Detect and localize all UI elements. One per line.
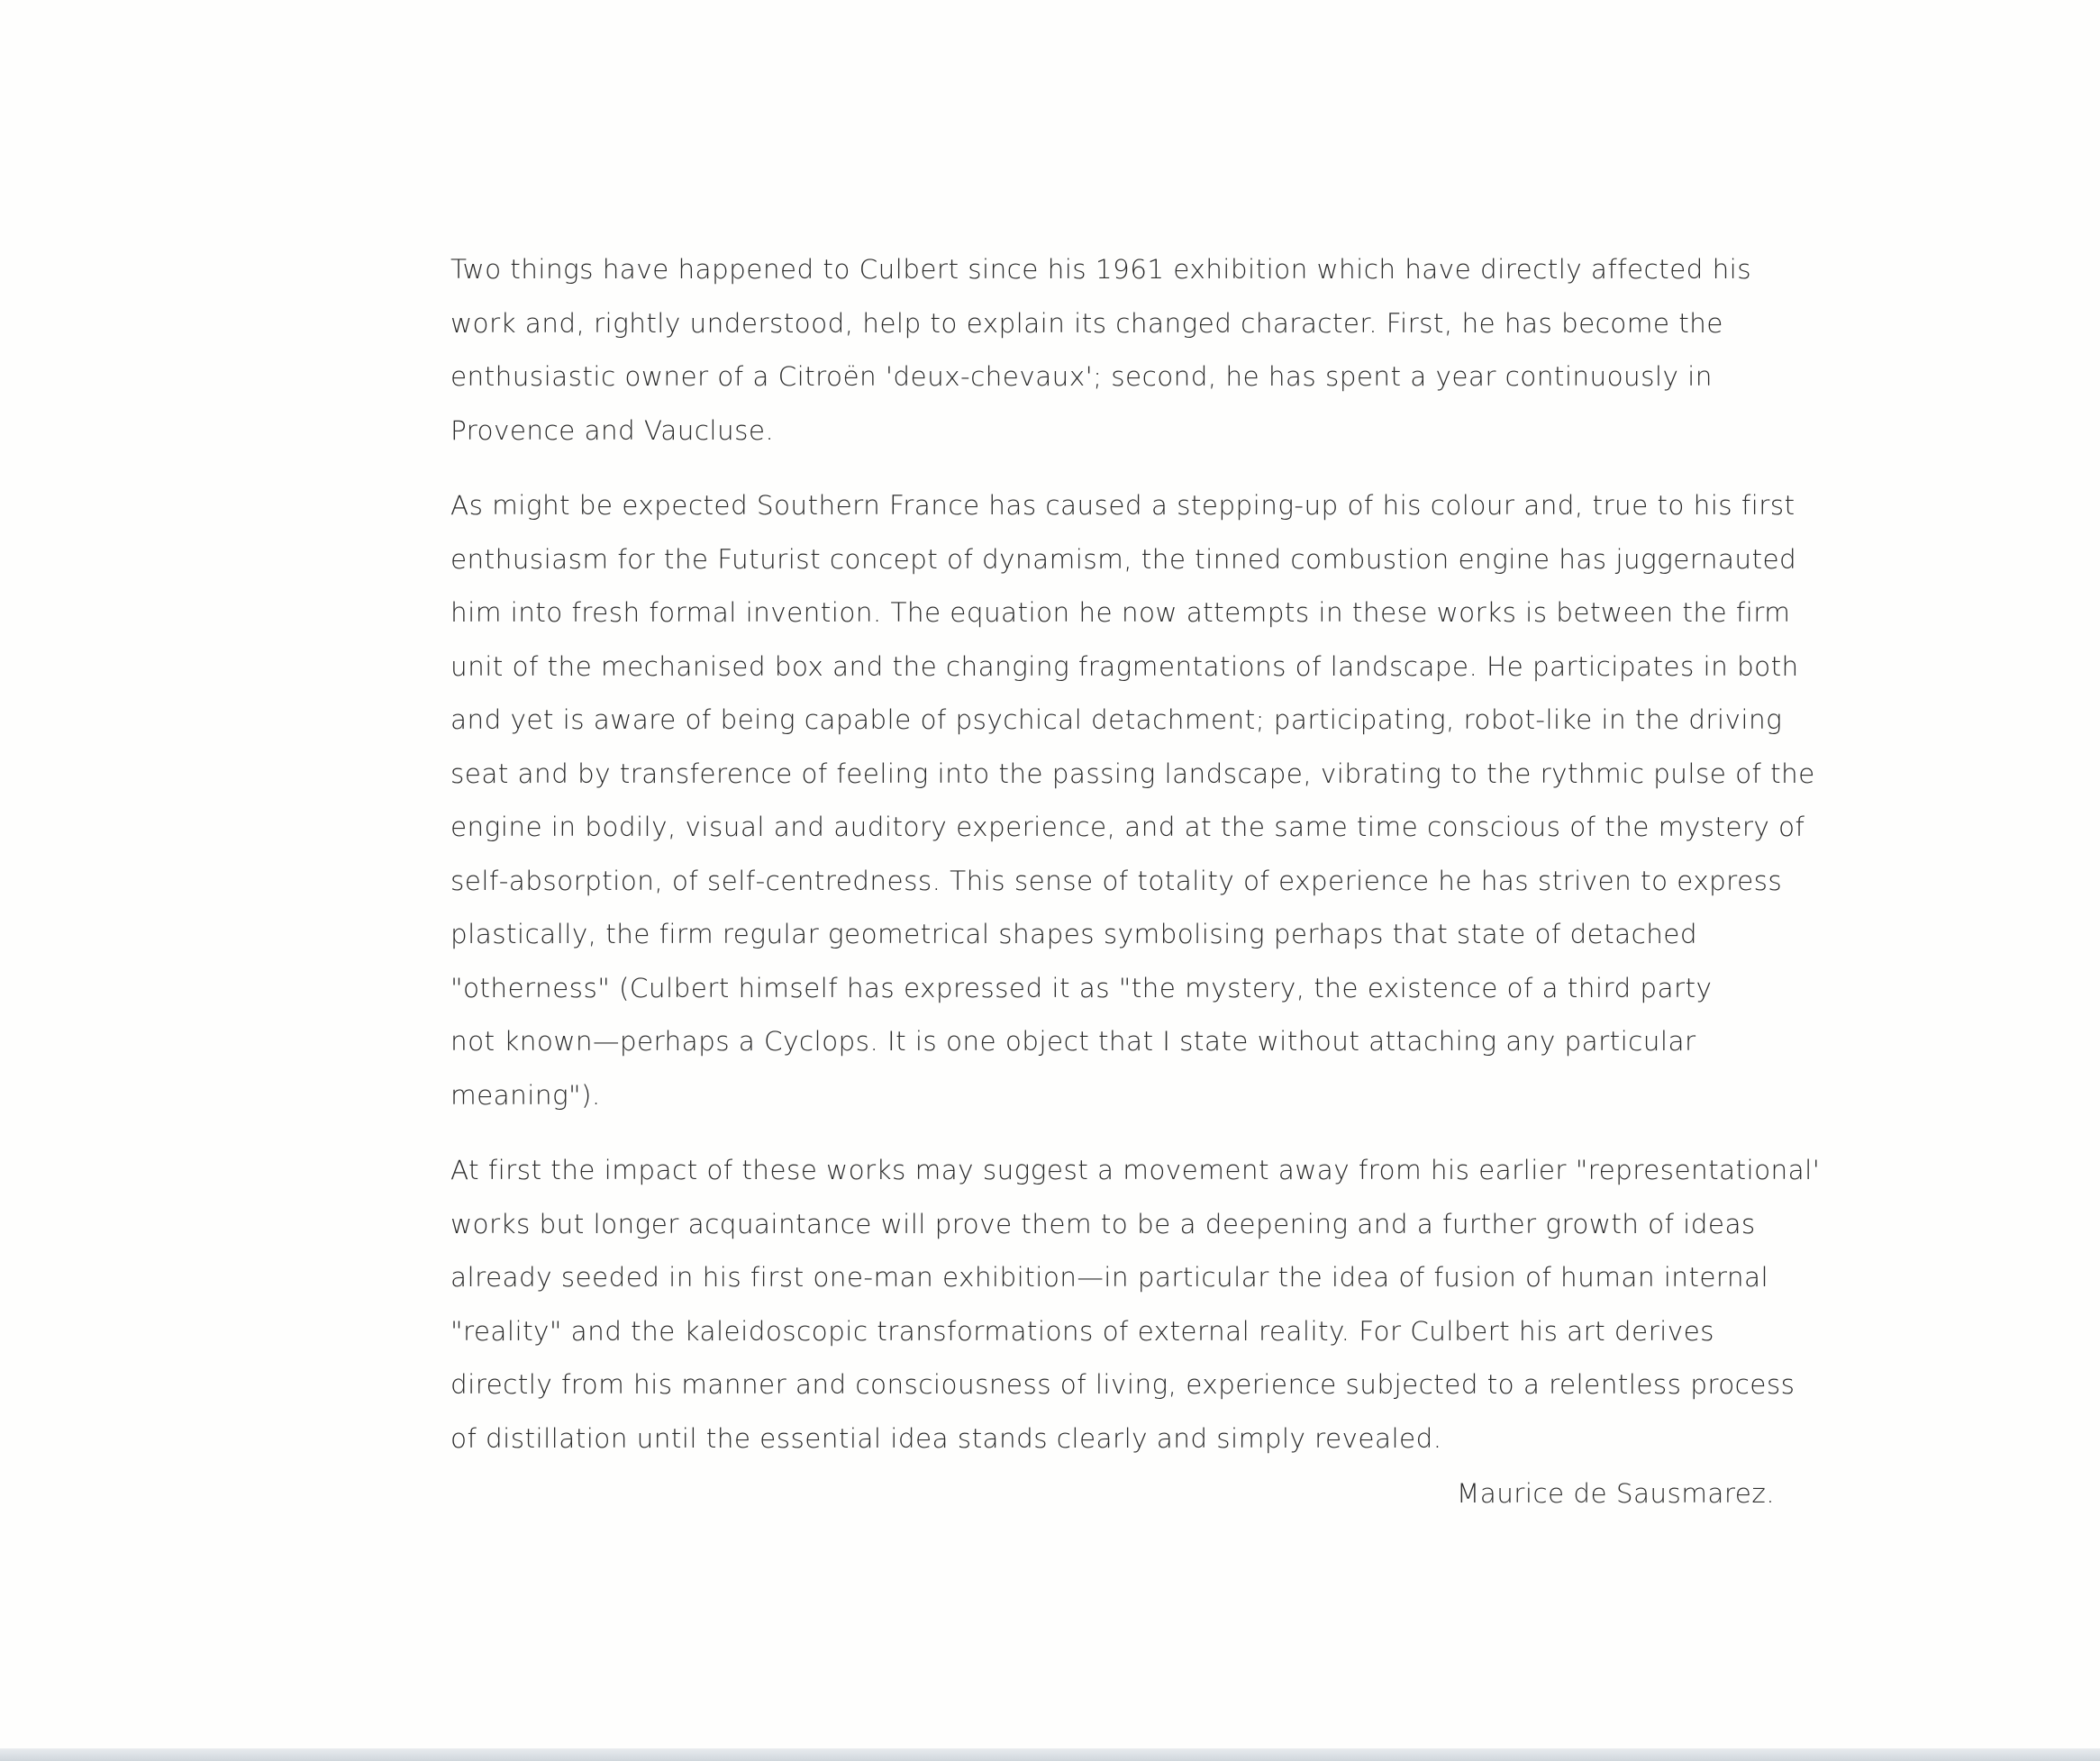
text-line: not known—perhaps a Cyclops. It is one object that I state without attaching any particular <box>450 1026 1696 1057</box>
text-line: engine in bodily, visual and auditory experience, and at the same time conscious of the mystery of <box>450 812 1805 842</box>
text-line: At first the impact of these works may suggest a movement away from his earlier "representational' <box>450 1155 1821 1185</box>
paragraph-1 <box>450 243 1820 458</box>
author-signature: Maurice de Sausmarez. <box>1456 1478 1775 1509</box>
text-line: Two things have happened to Culbert since his 1961 exhibition which have directly affected his <box>450 254 1752 285</box>
paragraph-3 <box>450 1144 1820 1466</box>
text-line: meaning"). <box>450 1079 601 1111</box>
text-line: plastically, the firm regular geometrical shapes symbolising perhaps that state of detached <box>450 919 1697 949</box>
article-body <box>450 243 1820 1487</box>
text-line: "reality" and the kaleidoscopic transformations of external reality. For Culbert his art derives <box>450 1315 1714 1347</box>
paragraph-2 <box>450 479 1820 1122</box>
text-line: "otherness" (Culbert himself has expressed it as "the mystery, the existence of a third party <box>450 972 1713 1003</box>
text-line: As might be expected Southern France has caused a stepping-up of his colour and, true to his first <box>450 490 1795 521</box>
text-line: him into fresh formal invention. The equation he now attempts in these works is between the firm <box>450 597 1791 628</box>
text-line: work and, rightly understood, help to explain its changed character. First, he has become the <box>450 307 1723 339</box>
text-line: unit of the mechanised box and the changing fragmentations of landscape. He participates in both <box>450 650 1799 682</box>
text-line: already seeded in his first one-man exhibition—in particular the idea of fusion of human internal <box>450 1262 1769 1293</box>
text-line: self-absorption, of self-centredness. This sense of totality of experience he has striven to express <box>450 865 1783 896</box>
text-line: directly from his manner and consciousness of living, experience subjected to a relentless process <box>450 1369 1795 1400</box>
text-line: enthusiasm for the Futurist concept of dynamism, the tinned combustion engine has juggernauted <box>450 543 1797 575</box>
text-line: and yet is aware of being capable of psychical detachment; participating, robot-like in the driving <box>450 704 1783 735</box>
page-bottom-edge <box>0 1748 2100 1761</box>
text-line: seat and by transference of feeling into the passing landscape, vibrating to the rythmic pulse of the <box>450 758 1815 789</box>
text-line: enthusiastic owner of a Citroën 'deux-chevaux'; second, he has spent a year continuously in <box>450 361 1713 392</box>
text-line: of distillation until the essential idea stands clearly and simply revealed. <box>450 1422 1442 1454</box>
text-line: works but longer acquaintance will prove them to be a deepening and a further growth of ideas <box>450 1208 1756 1239</box>
text-line: Provence and Vaucluse. <box>450 414 775 446</box>
